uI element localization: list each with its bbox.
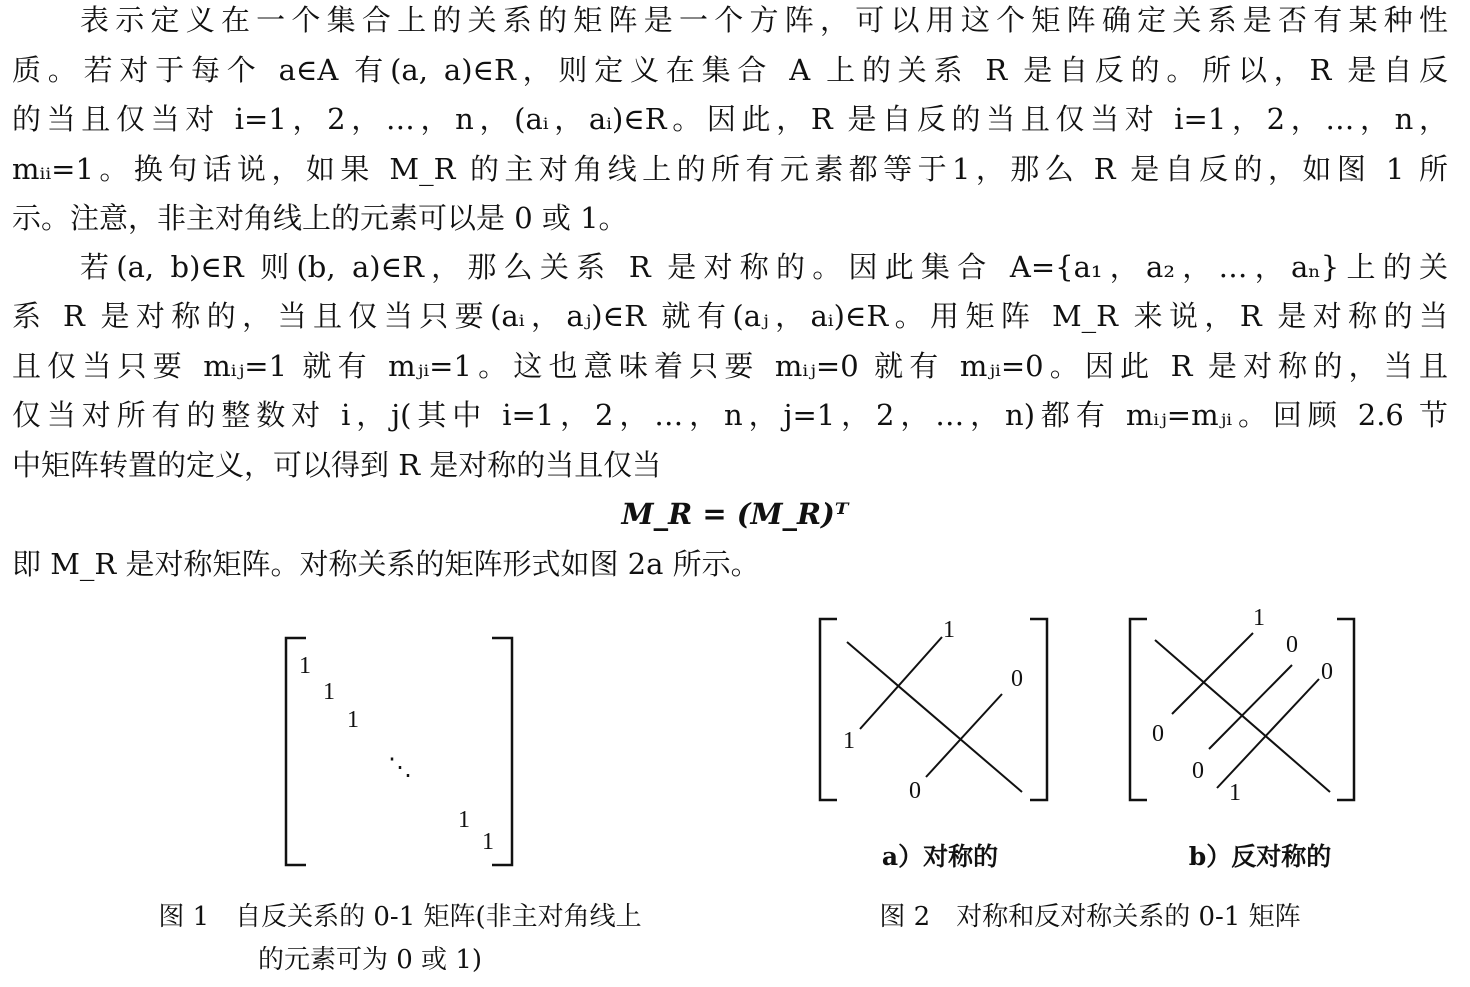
figure2b-sublabel: b）反对称的 xyxy=(1188,842,1332,871)
label-0-bottom: 0 xyxy=(909,778,921,804)
diag-entry-3: 1 xyxy=(347,707,359,733)
figure2b-matrix xyxy=(1125,607,1365,807)
upper-line-1 xyxy=(1172,633,1253,714)
upper-line-3 xyxy=(1217,679,1319,788)
p1-line-5: 示。注意，非主对角线上的元素可以是 0 或 1。 xyxy=(12,201,628,235)
left-bracket xyxy=(1130,619,1147,800)
right-bracket xyxy=(1030,619,1047,800)
main-diagonal-line xyxy=(847,642,1022,792)
figure1-caption-line-2: 的元素可为 0 或 1) xyxy=(257,945,483,975)
upper-line-2 xyxy=(1209,665,1292,749)
p2-line-1: 若(a, b)∈R 则(b, a)∈R，那么关系 R 是对称的。因此集合 A={a₁，a₂，…，aₙ}上的关 xyxy=(80,250,1448,284)
label-1-top: 1 xyxy=(1253,605,1265,631)
figure1-caption-line-1: 图 1 自反关系的 0-1 矩阵(非主对角线上 xyxy=(158,902,642,932)
figure2a-sublabel: a）对称的 xyxy=(881,842,999,871)
left-bracket xyxy=(820,619,837,800)
label-1-left: 1 xyxy=(843,728,855,754)
label-0-upper: 0 xyxy=(1286,632,1298,658)
diag-entry-2: 1 xyxy=(323,679,335,705)
p1-line-2: 质。若对于每个 a∈A 有(a, a)∈R，则定义在集合 A 上的关系 R 是自反的。所以，R 是自反 xyxy=(12,53,1448,87)
right-bracket xyxy=(1337,619,1354,800)
p2-line-3: 且仅当只要 mᵢⱼ=1 就有 mⱼᵢ=1。这也意味着只要 mᵢⱼ=0 就有 mⱼᵢ=0。因此 R 是对称的，当且 xyxy=(12,349,1448,383)
upper-left-line xyxy=(860,637,942,729)
label-0-right: 0 xyxy=(1011,666,1023,692)
diag-entry-1: 1 xyxy=(299,653,311,679)
p1-line-4: mᵢᵢ=1。换句话说，如果 M_R 的主对角线上的所有元素都等于1，那么 R 是自反的，如图 1 所 xyxy=(12,152,1448,186)
diag-entry-4: 1 xyxy=(458,807,470,833)
p2-line-2: 系 R 是对称的，当且仅当只要(aᵢ，aⱼ)∈R 就有(aⱼ，aᵢ)∈R。用矩阵 M_R 来说，R 是对称的当 xyxy=(12,299,1448,333)
equation: M_R = (M_R)ᵀ xyxy=(621,497,849,531)
figure2-caption: 图 2 对称和反对称关系的 0-1 矩阵 xyxy=(879,902,1301,932)
figure1-matrix xyxy=(280,635,520,870)
p2-line-5: 中矩阵转置的定义，可以得到 R 是对称的当且仅当 xyxy=(12,448,662,482)
figure2a-matrix xyxy=(815,612,1055,807)
label-0-left: 0 xyxy=(1152,721,1164,747)
right-bracket xyxy=(492,638,512,865)
label-1-top: 1 xyxy=(943,617,955,643)
after-equation-line: 即 M_R 是对称矩阵。对称关系的矩阵形式如图 2a 所示。 xyxy=(12,547,760,581)
p2-line-4: 仅当对所有的整数对 i，j(其中 i=1，2，…，n，j=1，2，…，n)都有 mᵢⱼ=mⱼᵢ。回顾 2.6 节 xyxy=(12,398,1448,432)
p1-line-1: 表示定义在一个集合上的关系的矩阵是一个方阵，可以用这个矩阵确定关系是否有某种性 xyxy=(80,3,1448,37)
diag-entry-5: 1 xyxy=(482,829,494,855)
diag-ellipsis: ⋱ xyxy=(388,755,412,781)
p1-line-3: 的当且仅当对 i=1，2，…，n，(aᵢ，aᵢ)∈R。因此，R 是自反的当且仅当对 i=1，2，…，n， xyxy=(12,102,1448,136)
label-1-bottom: 1 xyxy=(1229,780,1241,806)
label-0-right: 0 xyxy=(1321,659,1333,685)
label-0-lower: 0 xyxy=(1192,758,1204,784)
